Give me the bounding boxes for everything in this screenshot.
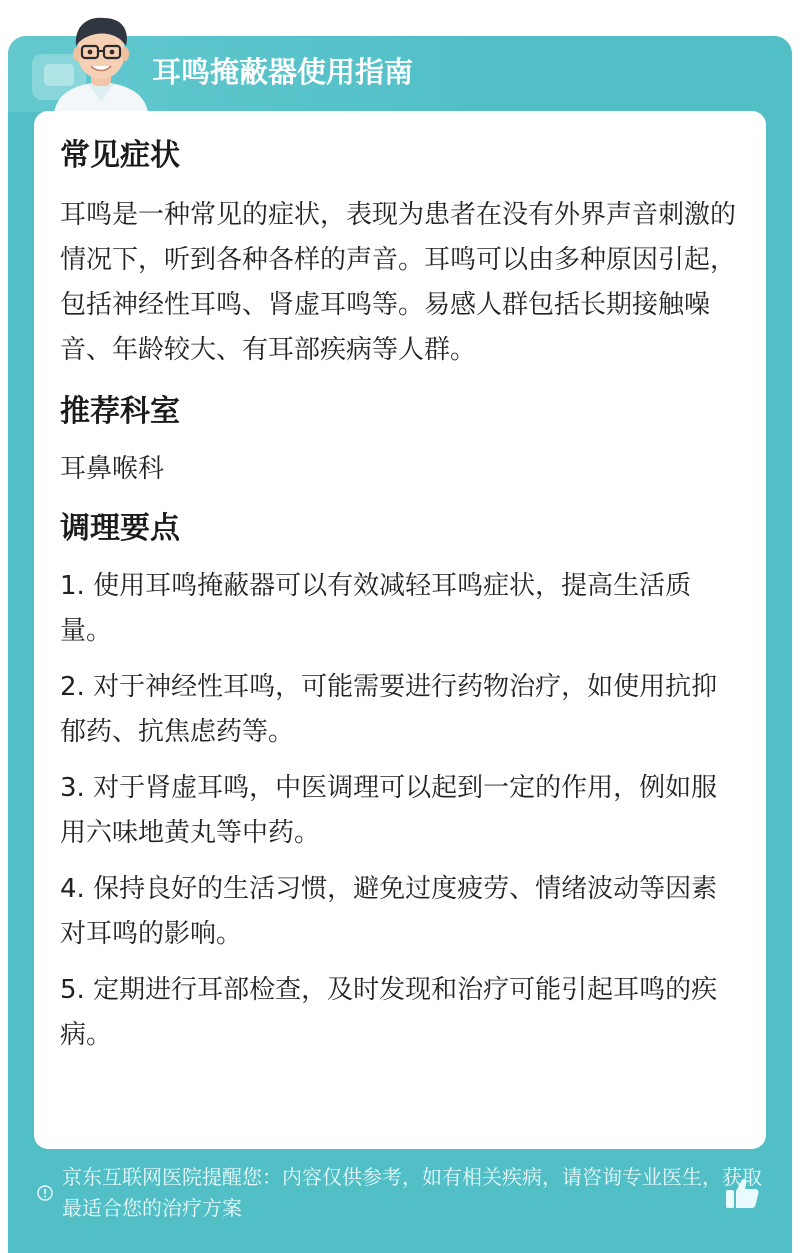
section-heading: 常见症状 — [60, 138, 180, 173]
doctor-avatar — [46, 6, 156, 114]
disclaimer — [34, 1162, 762, 1224]
content-card — [34, 111, 766, 1149]
list-item: 3. 对于肾虚耳鸣，中医调理可以起到一定的作用，例如服用六味地黄丸等中药。 — [60, 773, 718, 848]
list-item: 5. 定期进行耳部检查，及时发现和治疗可能引起耳鸣的疾病。 — [60, 975, 718, 1050]
section-paragraph: 耳鸣是一种常见的症状，表现为患者在没有外界声音刺激的情况下，听到各种各样的声音。耳鸣可以由多种原因引起，包括神经性耳鸣、肾虚耳鸣等。易感人群包括长期接触噪音、年龄较大、有耳部疾病等人群。 — [60, 200, 737, 365]
section-symptoms — [60, 133, 740, 373]
section-heading: 推荐科室 — [60, 394, 180, 429]
thumbs-up-icon[interactable] — [724, 1176, 760, 1210]
section-heading: 调理要点 — [60, 511, 180, 546]
content-body — [60, 133, 740, 1058]
list-item: 4. 保持良好的生活习惯，避免过度疲劳、情绪波动等因素对耳鸣的影响。 — [60, 874, 718, 949]
section-department — [60, 389, 740, 492]
info-icon — [37, 1185, 53, 1201]
guide-panel — [8, 36, 792, 1253]
section-care-points — [60, 506, 740, 1058]
list-item: 1. 使用耳鸣掩蔽器可以有效减轻耳鸣症状，提高生活质量。 — [60, 571, 692, 646]
section-paragraph: 耳鼻喉科 — [60, 454, 165, 484]
page-title: 耳鸣掩蔽器使用指南 — [152, 55, 414, 89]
list-item: 2. 对于神经性耳鸣，可能需要进行药物治疗，如使用抗抑郁药、抗焦虑药等。 — [60, 672, 718, 747]
disclaimer-text: 京东互联网医院提醒您：内容仅供参考，如有相关疾病，请咨询专业医生，获取最适合您的治疗方案 — [62, 1165, 762, 1220]
